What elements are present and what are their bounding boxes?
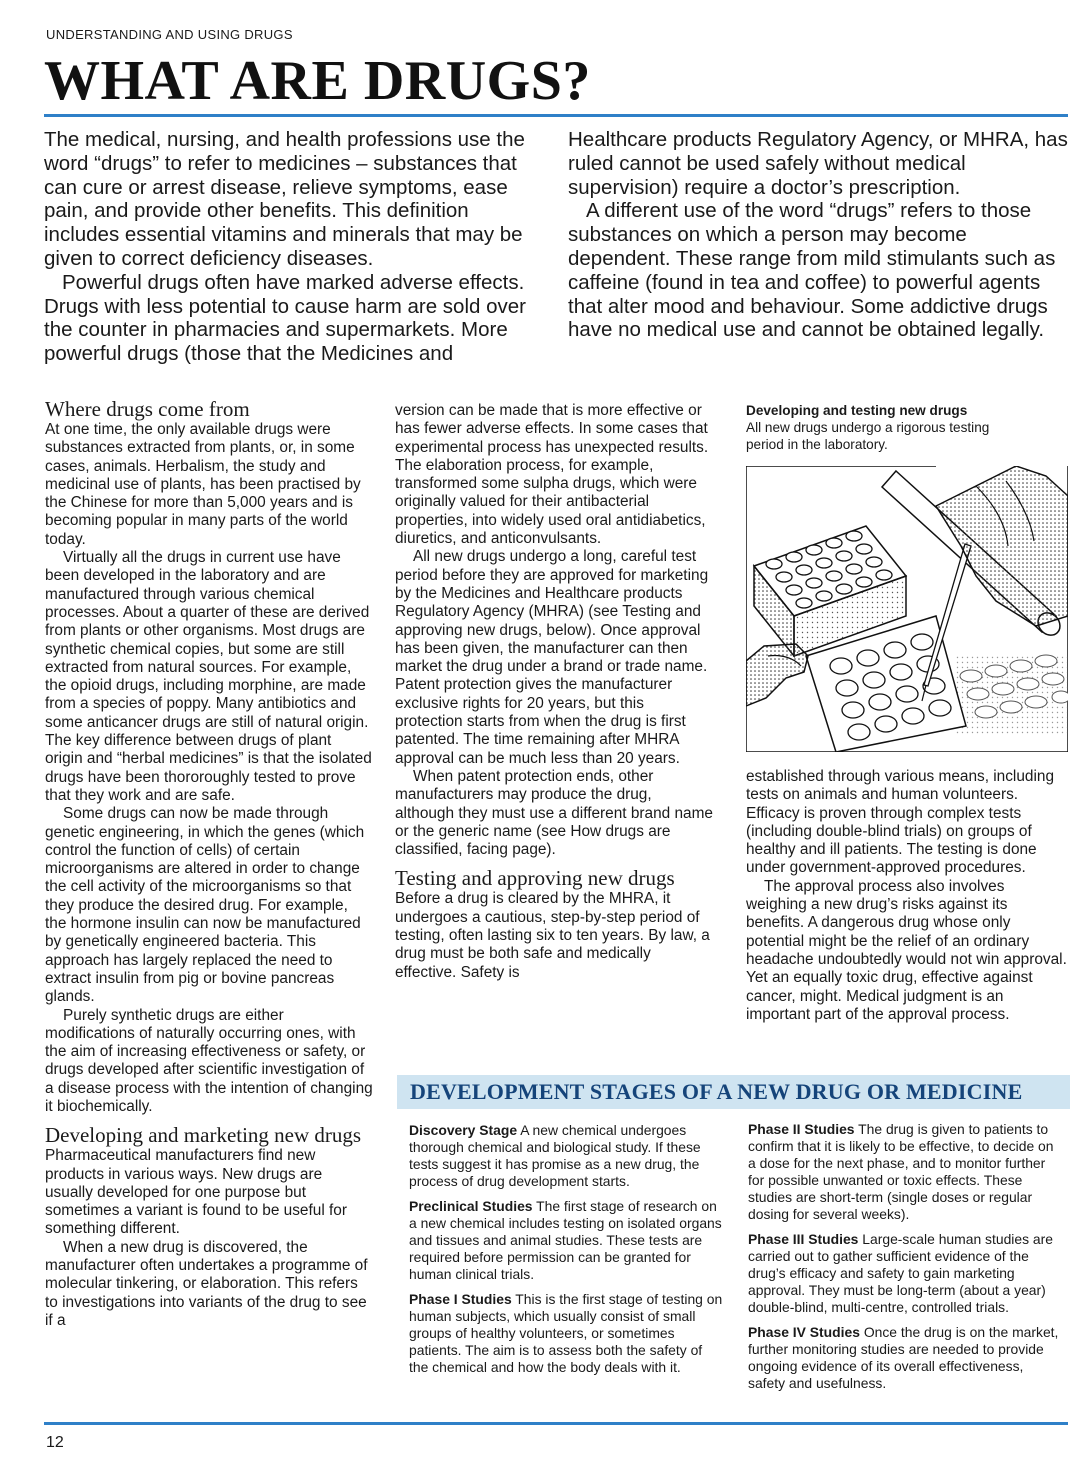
stage-text: A new chemical undergoes thorough chemical and biological study. If these tests suggest it has promise as a new drug, the process of drug development starts. xyxy=(409,1122,701,1189)
stage-name: Preclinical Studies xyxy=(409,1198,533,1214)
stage-preclinical xyxy=(409,1198,725,1283)
column-2 xyxy=(395,402,713,982)
stages-title: DEVELOPMENT STAGES OF A NEW DRUG OR MEDICINE xyxy=(410,1079,1023,1104)
body-paragraph: Some drugs can now be made through genetic engineering, in which the genes (which control the function of cells) of certain microorganisms are altered in order to change the cell activity of the microorganisms so that they produce the desired drug. For example, the hormone insulin can now be manufactured by genetically engineered bacteria. This approach has largely replaced the need to extract insulin from pig or bovine pancreas glands. xyxy=(45,805,365,1006)
intro-paragraph: The medical, nursing, and health professions use the word “drugs” to refer to medicines – substances that can cure or arrest disease, relieve symptoms, ease pain, and provide other benefits. This definition includes essential vitamins and minerals that may be given to correct deficiency diseases. xyxy=(44,128,525,270)
stage-name: Discovery Stage xyxy=(409,1122,518,1138)
page-number: 12 xyxy=(46,1434,64,1451)
column-1 xyxy=(45,398,373,1330)
stage-name: Phase IV Studies xyxy=(748,1324,860,1340)
body-paragraph: All new drugs undergo a long, careful test period before they are approved for marketing by the Medicines and Healthcare products Regulatory Agency (MHRA) (see Testing and approving new drugs, below). Once approval has been given, the manufacturer can then market the drug under a brand or trade name. Patent protection gives the manufacturer exclusive rights for 20 years, but this protection starts from when the drug is first patented. The time remaining after MHRA approval can be much less than 20 years. xyxy=(395,548,709,767)
stage-name: Phase III Studies xyxy=(748,1231,859,1247)
intro-left xyxy=(44,128,544,366)
stage-discovery xyxy=(409,1122,725,1190)
lab-testing-illustration xyxy=(746,466,1068,752)
intro-paragraph: A different use of the word “drugs” refers to those substances on which a person may become dependent. These range from mild stimulants such as caffeine (found in tea and coffee) to powerful agents that alter mood and behaviour. Some addictive drugs have no medical use and cannot be obtained legally. xyxy=(568,199,1056,342)
body-paragraph: version can be made that is more effective or has fewer adverse effects. In some cases that experimental process has unexpected results. The elaboration process, for example, transformed some sulpha drugs, which were originally valued for their antibacterial properties, into widely used oral antidiabetics, diuretics, and anticonvulsants. xyxy=(395,402,709,548)
heading-where-drugs-come-from: Where drugs come from xyxy=(45,397,250,421)
stage-phase-2 xyxy=(748,1121,1064,1223)
stage-text: This is the first stage of testing on human subjects, which usually consist of small groups of healthy volunteers, or sometimes patients. The aim is to assess both the safety of the chemical and how the body deals with it. xyxy=(409,1291,723,1375)
body-paragraph: Pharmaceutical manufacturers find new products in various ways. New drugs are usually developed for one purpose but sometimes a variant is found to be useful for something different. xyxy=(45,1147,347,1238)
body-paragraph: At one time, the only available drugs were substances extracted from plants, or, in some cases, animals. Herbalism, the study and medicinal use of plants, has been practised by the Chinese for more than 5,000 years and is becoming popular in many parts of the world today. xyxy=(45,421,361,548)
body-paragraph: established through various means, including tests on animals and human volunteers. Efficacy is proven through complex tests (including double-blind trials) on groups of healthy and ill patients. The testing is done under government-approved procedures. xyxy=(746,768,1055,877)
running-head: UNDERSTANDING AND USING DRUGS xyxy=(46,27,293,42)
body-paragraph: When a new drug is discovered, the manufacturer often undertakes a programme of molecular tinkering, or elaboration. This refers to investigations into variants of the drug to see if a xyxy=(45,1238,368,1329)
title-rule xyxy=(44,114,1068,117)
footer-rule xyxy=(44,1422,1068,1425)
stage-phase-3 xyxy=(748,1231,1064,1316)
body-paragraph: The approval process also involves weighing a new drug’s risks against its benefits. A dangerous drug whose only potential might be the relief of an ordinary headache undoubtedly would not win approval. Yet an equally toxic drug, effective against cancer, might. Medical judgment is an important part of the approval process. xyxy=(746,877,1067,1023)
body-paragraph: Purely synthetic drugs are either modifications of naturally occurring ones, with the aim of increasing effectiveness or safety, or drugs developed after scientific investigation of a disease process with the intention of changing it biochemically. xyxy=(45,1006,373,1115)
caption-body: All new drugs undergo a rigorous testing period in the laboratory. xyxy=(746,420,990,452)
page-title: WHAT ARE DRUGS? xyxy=(44,50,591,112)
stage-phase-4 xyxy=(748,1324,1064,1392)
caption-title: Developing and testing new drugs xyxy=(746,403,968,418)
stage-text: The first stage of research on a new chemical includes testing on isolated organs and tissues and animal studies. These tests are required before permission can be granted for human clinical trials. xyxy=(409,1198,722,1282)
stage-text: Once the drug is on the market, further monitoring studies are needed to provide ongoing evidence of its overall effectiveness, safety and usefulness. xyxy=(748,1324,1059,1391)
intro-right xyxy=(568,128,1068,342)
body-paragraph: When patent protection ends, other manufacturers may produce the drug, although they must use a different brand name or the generic name (see How drugs are classified, facing page). xyxy=(395,767,713,859)
stage-name: Phase I Studies xyxy=(409,1291,512,1307)
intro-paragraph: Healthcare products Regulatory Agency, or MHRA, has ruled cannot be used safely without medical supervision) require a doctor’s prescription. xyxy=(568,128,1068,199)
body-paragraph: Virtually all the drugs in current use have been developed in the laboratory and are manufactured through various chemical processes. About a quarter of these are derived from plants or other organisms. Most drugs are synthetic chemical copies, but some are still extracted from natural sources. For example, the opioid drugs, including morphine, are made from a species of poppy. Many antibiotics and some anticancer drugs are still of natural origin. The key difference between drugs of plant origin and “herbal medicines” is that the isolated drugs have been thororoughly tested to prove that they work and are safe. xyxy=(45,549,372,804)
figure-caption xyxy=(746,402,996,453)
intro-paragraph: Powerful drugs often have marked adverse effects. Drugs with less potential to cause harm are sold over the counter in pharmacies and supermarkets. More powerful drugs (those that the Medicines and xyxy=(44,270,526,366)
stage-text: Large-scale human studies are carried out to gather sufficient evidence of the drug’s efficacy and safety to gain marketing approval. They must be long-term (about a year) double-blind, multi-centre, controlled trials. xyxy=(748,1231,1053,1315)
column-3 xyxy=(746,768,1068,1024)
heading-developing-marketing: Developing and marketing new drugs xyxy=(45,1123,362,1148)
stage-name: Phase II Studies xyxy=(748,1121,855,1137)
stage-text: The drug is given to patients to confirm that it is likely to be effective, to decide on a dose for the next phase, and to monitor further for possible unwanted or toxic effects. These studies are short-term (single doses or regular dosing for several weeks). xyxy=(748,1121,1054,1222)
heading-testing-approving: Testing and approving new drugs xyxy=(395,866,675,891)
stage-phase-1 xyxy=(409,1291,725,1376)
body-paragraph: Before a drug is cleared by the MHRA, it undergoes a cautious, step-by-step period of testing, often lasting six to ten years. By law, a drug must be both safe and medically effective. Safety is xyxy=(395,890,710,981)
